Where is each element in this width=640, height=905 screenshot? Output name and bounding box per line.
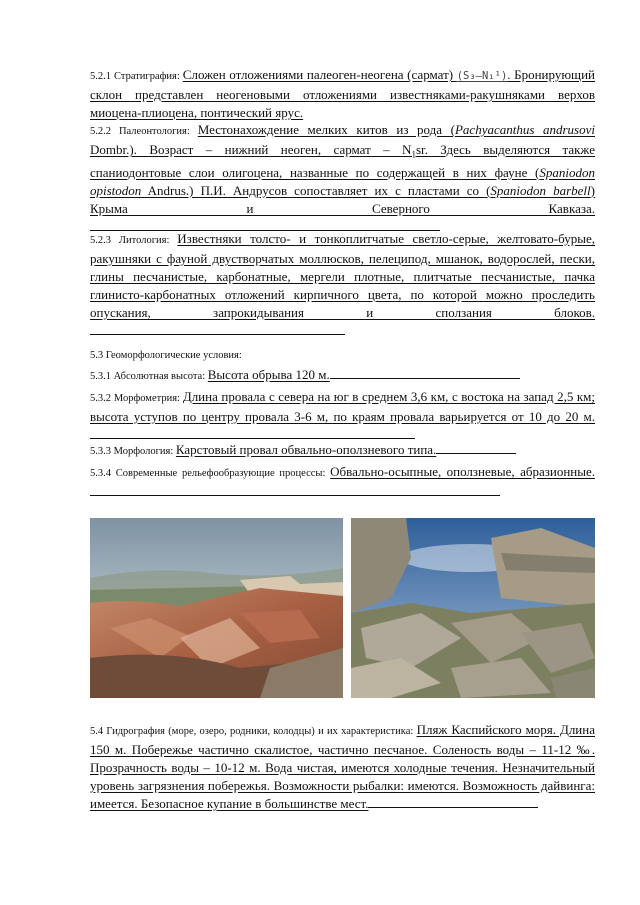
section-morphology <box>90 441 595 461</box>
paleontology-text-1: Местонахождение мелких китов из рода ( <box>197 122 455 137</box>
fill-line <box>90 483 500 496</box>
section-geomorphology-heading <box>90 347 595 365</box>
subscript: 1 <box>411 149 416 160</box>
fill-line <box>90 322 345 335</box>
fill-line <box>90 218 440 231</box>
section-stratigraphy <box>90 66 595 122</box>
geomorphology-heading: 5.3 Геоморфологические условия: <box>90 350 242 361</box>
canyon-photo-image <box>90 518 343 698</box>
rocky-slope-photo-image <box>351 518 595 698</box>
morphometry-label: 5.3.2 Морфометрия: <box>90 393 183 404</box>
paleontology-text-4: Andrus.) П.И. Андрусов сопоставляет их с пластами со ( <box>141 182 491 198</box>
section-paleontology <box>90 121 595 236</box>
section-relief-processes <box>90 463 595 501</box>
processes-text: Обвально-осыпные, оползневые, абразионные. <box>330 464 595 479</box>
morphology-label: 5.3.3 Морфология: <box>90 446 176 457</box>
stratigraphy-formula: (S₃–N₁¹) <box>456 70 508 82</box>
section-absolute-height <box>90 366 595 386</box>
fill-line <box>90 426 415 439</box>
lithology-text: Известняки толсто- и тонкоплитчатые светло-серые, желтовато-бурые, ракушняки с фауной двустворчатых моллюсков, пелеципод, мшанок, водорослей, пески, глины песчанистые, карбонатные, мергели плотные, плитчатые песчанистые, пачка глинисто-карбонатных отложений кирпичного цвета, по которой можно проследить опускания, запрокидывания и сползания блоков. <box>90 231 595 320</box>
genus-name: Pachyacanthus andrusovi <box>454 122 595 137</box>
paleontology-text-5: ) Крыма и Северного Кавказа. <box>90 182 595 216</box>
hydrography-text: Пляж Каспийского моря. Длина 150 м. Побережье частично скалистое, частично песчаное. Соленость воды – 11-12 ‰. Прозрачность воды – 10-12 м. Вода чистая, имеются холодные течения. Незначительный уровень загрязнения побережья. Возможности рыбалки: имеются. Возможность дайвинга: имеется. Безопасное купание в большинстве мест. <box>90 722 595 811</box>
height-text: Высота обрыва 120 м. <box>207 367 330 382</box>
processes-label: 5.3.4 Современные рельефообразующие процессы: <box>90 468 331 479</box>
height-label: 5.3.1 Абсолютная высота: <box>90 371 208 382</box>
species-name-1: Spaniodon opistodon <box>90 164 595 198</box>
fill-line <box>368 795 538 808</box>
hydrography-label: 5.4 Гидрография (море, озеро, родники, колодцы) и их характеристика: <box>90 726 417 737</box>
section-lithology <box>90 230 595 340</box>
paleontology-text-3: sr. Здесь выделяются также спаниодонтовые слои олигоцена, названные по содержащей в них фауне ( <box>90 142 595 180</box>
fill-line <box>436 441 516 454</box>
lithology-label: 5.2.3 Литология: <box>90 235 178 246</box>
stratigraphy-label: 5.2.1 Стратиграфия: <box>90 71 183 82</box>
species-name-2: Spaniodon barbell <box>490 182 591 198</box>
stratigraphy-continued: . Бронирующий склон представлен неогеновыми отложениями известняками-ракушняками верхов миоцена-плиоцена, понтический ярус. <box>90 67 595 120</box>
fill-line <box>330 366 520 379</box>
canyon-photo <box>90 518 343 698</box>
section-morphometry <box>90 388 595 444</box>
section-hydrography <box>90 721 595 813</box>
morphology-text: Карстовый провал обвально-оползневого типа. <box>175 442 437 457</box>
paleontology-label: 5.2.2 Палеонтология: <box>90 126 198 137</box>
paleontology-text-2: Dombr.). Возраст – нижний неоген, сармат – N <box>90 142 412 157</box>
stratigraphy-text: Сложен отложениями палеоген-неогена (сармат) <box>182 67 457 82</box>
rocky-slope-photo <box>351 518 595 698</box>
morphometry-text: Длина провала с севера на юг в среднем 3,6 км, с востока на запад 2,5 км; высота уступов по центру провала 3-6 м, по краям провала варьируется от 10 до 20 м. <box>90 389 595 424</box>
